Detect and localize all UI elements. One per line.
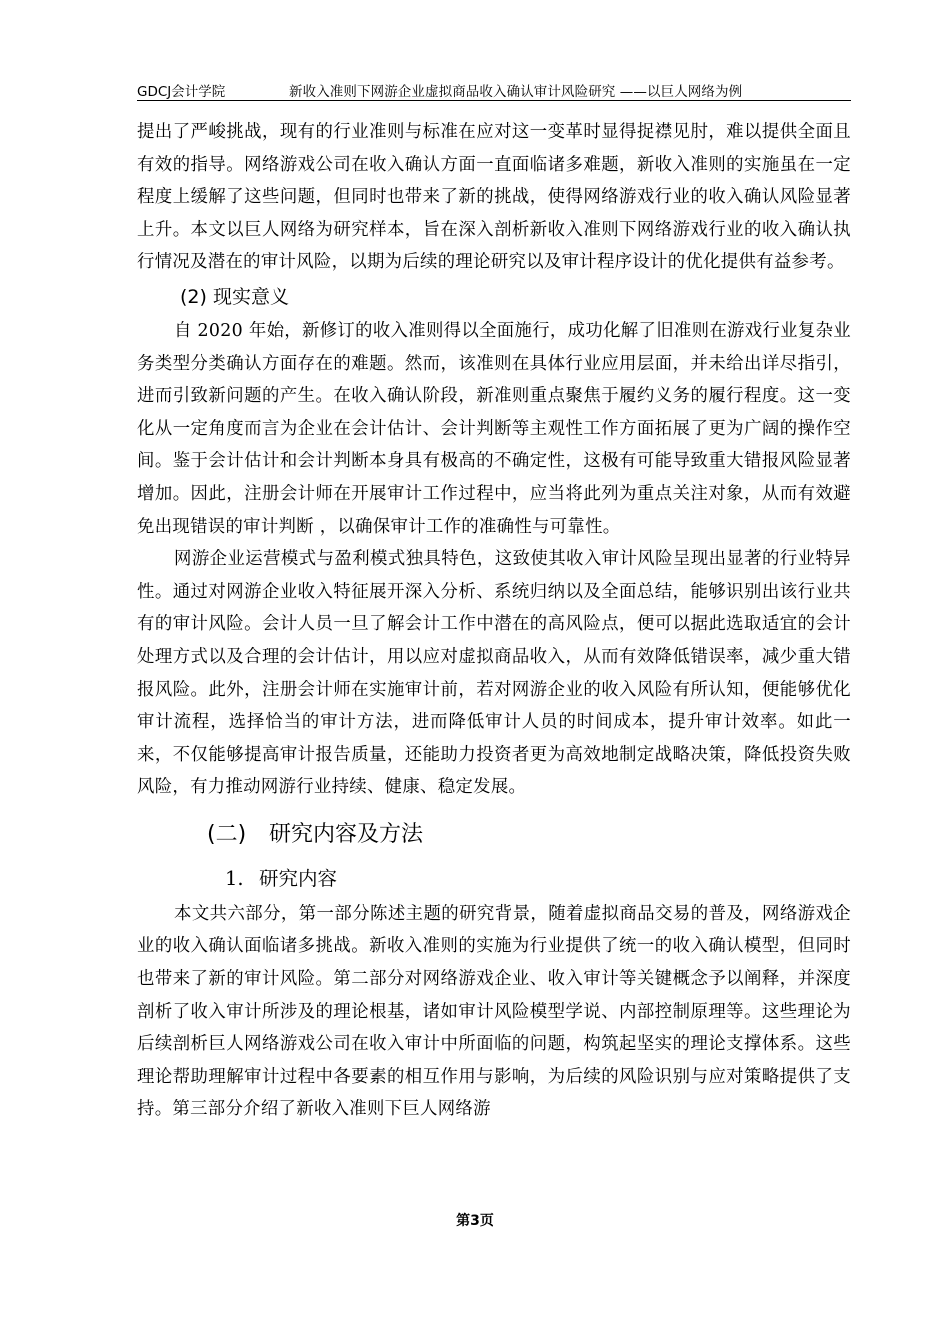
header-title: 新收入准则下网游企业虚拟商品收入确认审计风险研究 ——以巨人网络为例 (289, 84, 743, 100)
paragraph-practical-1: 自 2020 年始，新修订的收入准则得以全面施行，成功化解了旧准则在游戏行业复杂业务类型分类确认方面存在的难题。然而，该准则在具体行业应用层面，并未给出详尽指引，进而引致新问题的产生。在收入确认阶段，新准则重点聚焦于履约义务的履行程度。这一变化从一定角度而言为企业在会计估计、会计判断等主观性工作方面拓展了更为广阔的操作空间。鉴于会计估计和会计判断本身具有极高的不确定性，这极有可能导致重大错报风险显著增加。因此，注册会计师在开展审计工作过程中，应当将此列为重点关注对象，从而有效避免出现错误的审计判断 ，以确保审计工作的准确性与可靠性。 (137, 320, 851, 537)
header-institution: GDCJ会计学院 (137, 84, 226, 100)
paragraph-theory-significance-end: 提出了严峻挑战，现有的行业准则与标准在应对这一变革时显得捉襟见肘，难以提供全面且有效的指导。网络游戏公司在收入确认方面一直面临诸多难题，新收入准则的实施虽在一定程度上缓解了这些问题，但同时也带来了新的挑战，使得网络游戏行业的收入确认风险显著上升。本文以巨人网络为研究样本，旨在深入剖析新收入准则下网络游戏行业的收入确认执行情况及潜在的审计风险，以期为后续的理论研究以及审计程序设计的优化提供有益参考。 (137, 122, 851, 273)
paragraph-practical-2: 网游企业运营模式与盈利模式独具特色，这致使其收入审计风险呈现出显著的行业特异性。通过对网游企业收入特征展开深入分析、系统归纳以及全面总结，能够识别出该行业共有的审计风险。会计人员一旦了解会计工作中潜在的高风险点，便可以据此选取适宜的会计处理方式以及合理的会计估计，用以应对虚拟商品收入，从而有效降低错误率，减少重大错报风险。此外，注册会计师在实施审计前，若对网游企业的收入风险有所认知，便能够优化审计流程，选择恰当的审计方法，进而降低审计人员的时间成本，提升审计效率。如此一来，不仅能够提高审计报告质量，还能助力投资者更为高效地制定战略决策，降低投资失败风险，有力推动网游行业持续、健康、稳定发展。 (137, 549, 851, 798)
section-number: (二) (207, 821, 247, 847)
page-body (137, 116, 851, 1126)
subsection-number: 1. (225, 866, 244, 890)
page-header (137, 78, 851, 101)
section-title: 研究内容及方法 (269, 821, 424, 847)
subsection-heading-research-content (137, 860, 851, 898)
paragraph-research-content: 本文共六部分，第一部分陈述主题的研究背景，随着虚拟商品交易的普及，网络游戏企业的收入确认面临诸多挑战。新收入准则的实施为行业提供了统一的收入确认模型，但同时也带来了新的审计风险。第二部分对网络游戏企业、收入审计等关键概念予以阐释，并深度剖析了收入审计所涉及的理论根基，诸如审计风险模型学说、内部控制原理等。这些理论为后续剖析巨人网络游戏公司在收入审计中所面临的问题，构筑起坚实的理论支撑体系。这些理论帮助理解审计过程中各要素的相互作用与影响，为后续的风险识别与应对策略提供了支持。第三部分介绍了新收入准则下巨人网络游 (137, 903, 851, 1120)
section-heading-content-methods (137, 810, 851, 860)
subheading-practical-significance: (2) 现实意义 (180, 285, 289, 308)
page-number: 第3页 (456, 1213, 494, 1229)
subsection-title: 研究内容 (259, 866, 338, 890)
